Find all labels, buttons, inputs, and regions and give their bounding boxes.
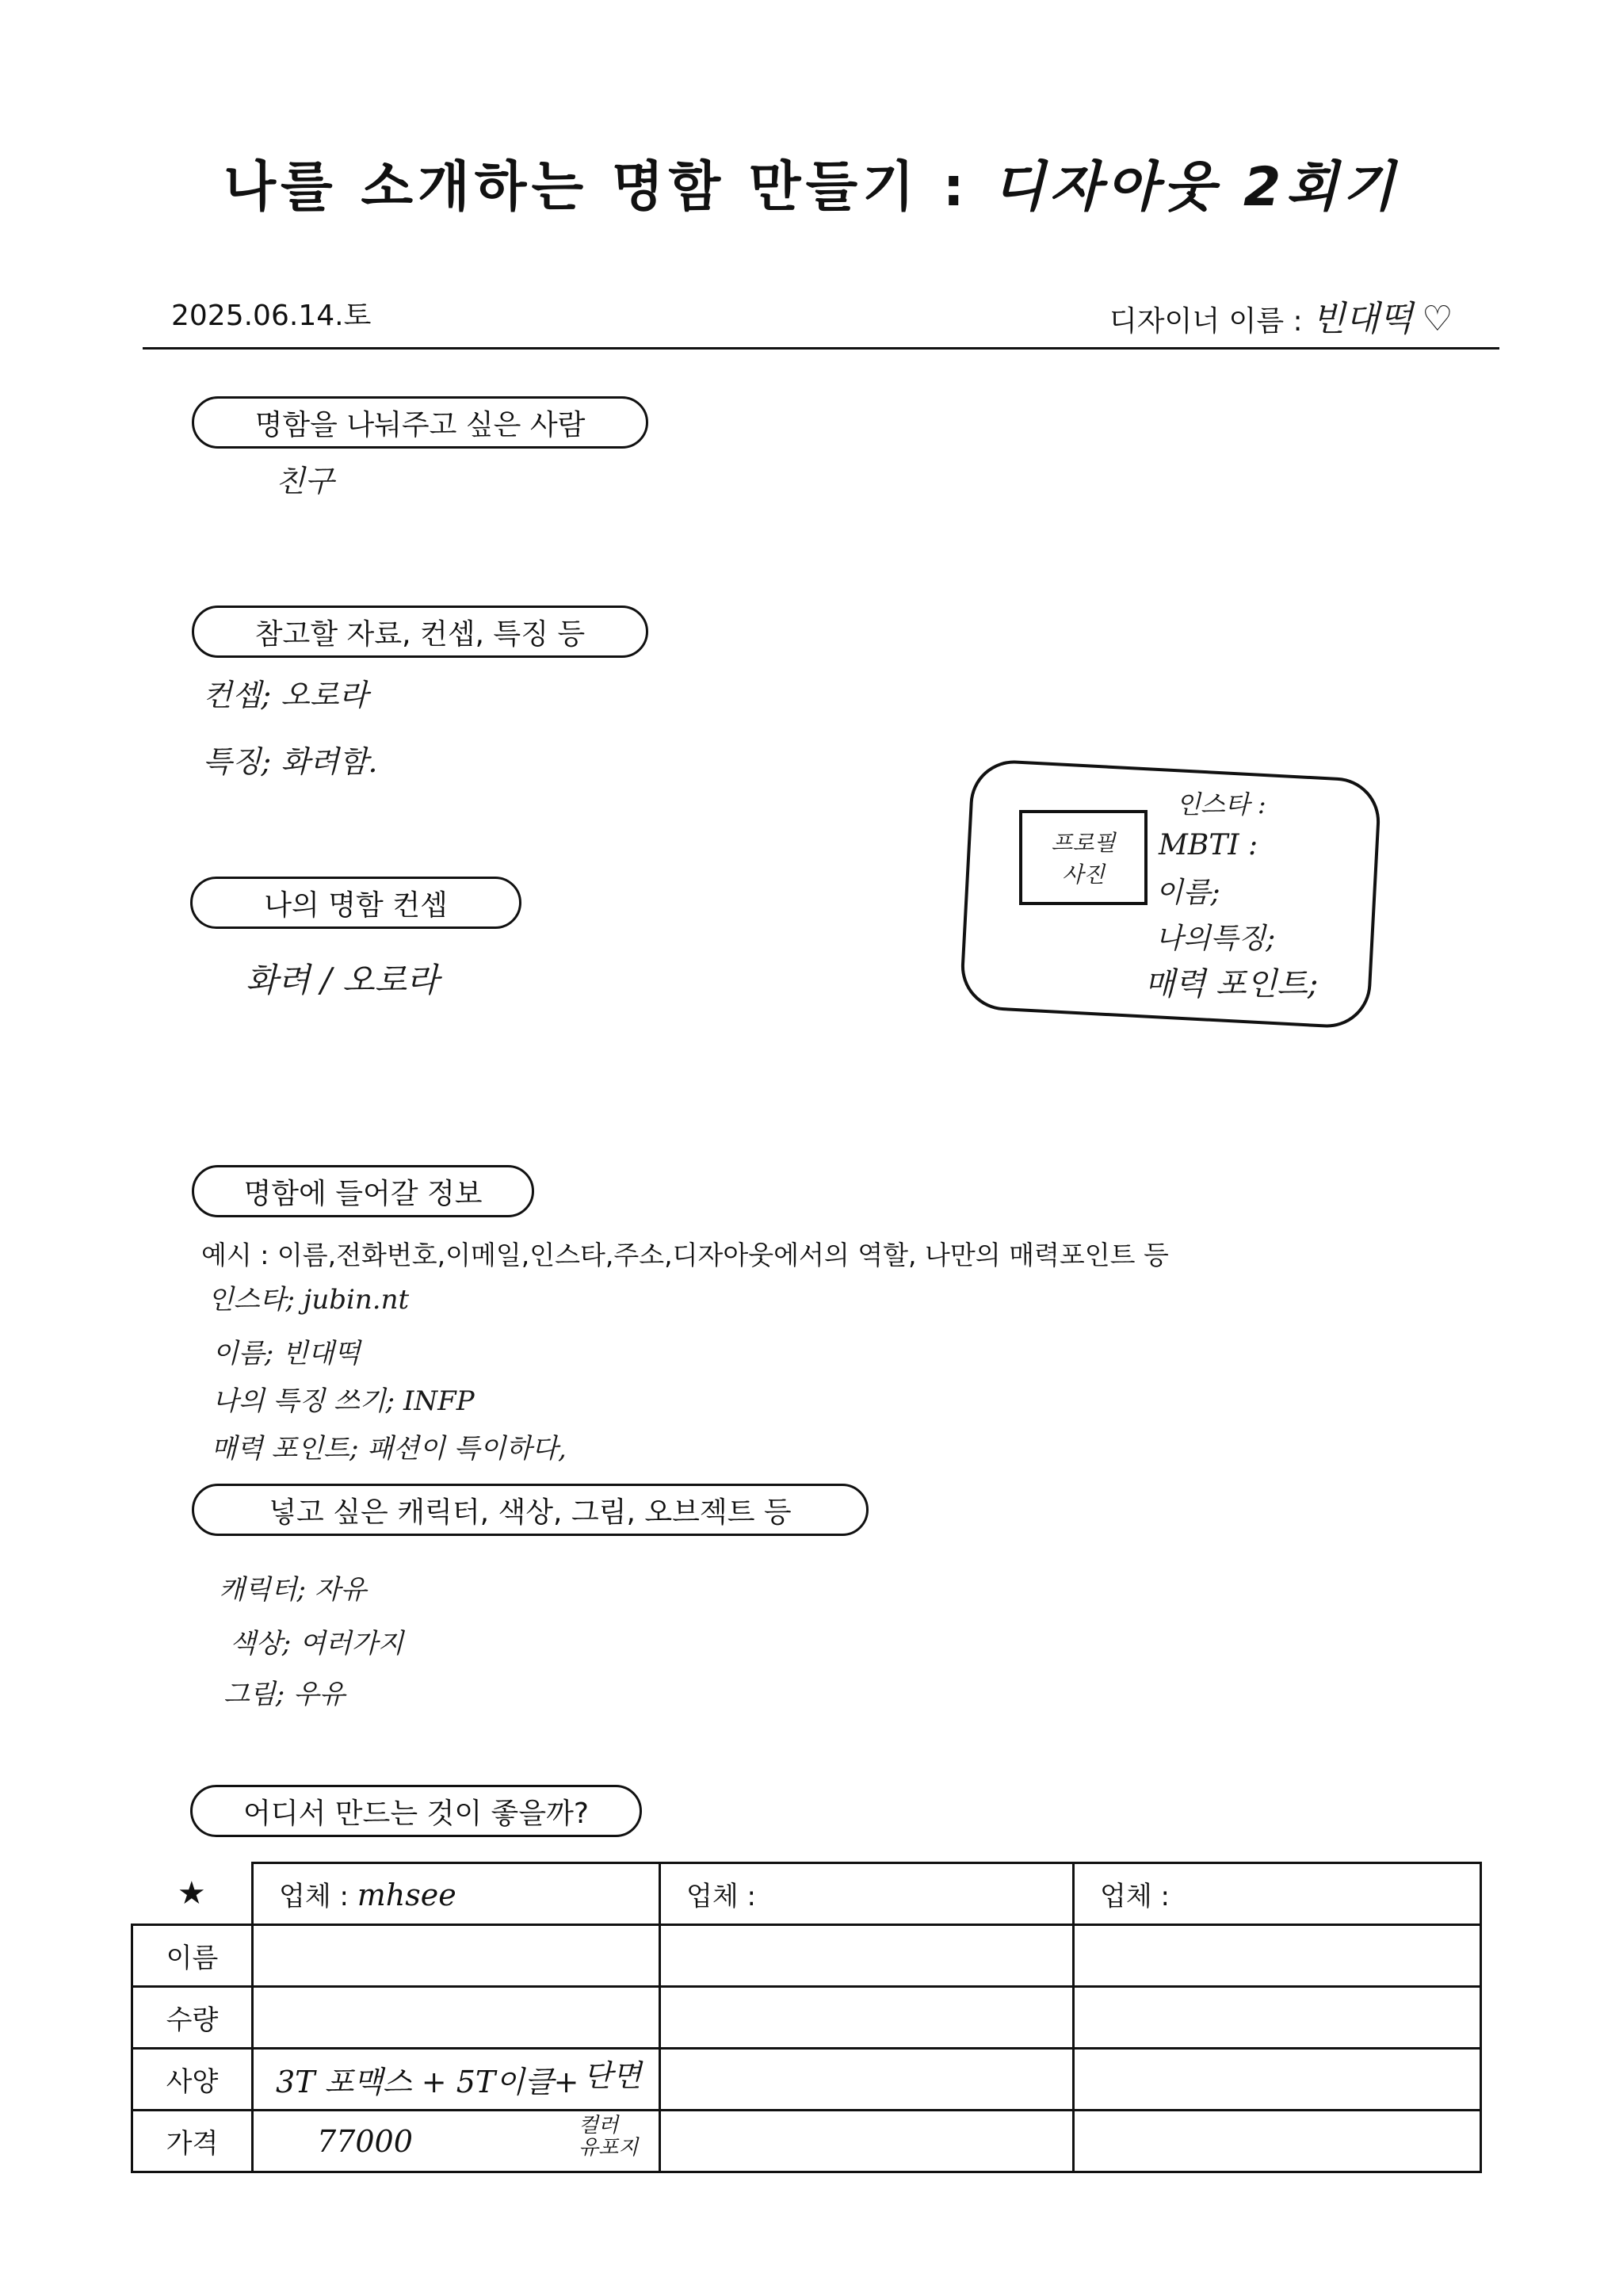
- spec-note-color: 컬러: [579, 2114, 619, 2137]
- spec-note-paper: 유포지: [579, 2136, 639, 2160]
- card-field-instagram: 인스타 :: [1176, 789, 1266, 819]
- table-cell: [660, 1925, 1074, 1987]
- info-name: 이름; 빈대떡: [212, 1338, 361, 1370]
- photo-label-line1: 프로필: [1051, 830, 1116, 856]
- heart-icon: ♡: [1422, 299, 1453, 339]
- designer-field: [1109, 290, 1453, 341]
- table-row: [132, 2111, 1481, 2172]
- vendor-label: 업체 :: [279, 1881, 349, 1912]
- recipient-answer: 친구: [276, 464, 334, 499]
- vendor-label: 업체 :: [686, 1881, 756, 1912]
- section-label-concept: 나의 명함 컨셉: [190, 877, 521, 929]
- vendor-cell-3: [1074, 1863, 1481, 1925]
- table-cell: [660, 1987, 1074, 2049]
- table-row: [132, 1987, 1481, 2049]
- spec-note: 단면: [583, 2058, 642, 2093]
- row-label-price: 가격: [132, 2111, 253, 2172]
- elements-color: 색상; 여러가지: [230, 1628, 404, 1660]
- spec-value: 3T 포맥스 + 5T이클+: [276, 2065, 579, 2099]
- table-row: [132, 1925, 1481, 1987]
- row-label-quantity: 수량: [132, 1987, 253, 2049]
- section-label-recipient: 명함을 나눠주고 싶은 사람: [192, 396, 648, 449]
- page-title: [0, 144, 1623, 221]
- table-cell: [1074, 2049, 1481, 2111]
- card-field-charm: 매력 포인트;: [1144, 966, 1319, 1003]
- title-separator: :: [942, 156, 969, 219]
- row-label-spec: 사양: [132, 2049, 253, 2111]
- references-concept: 컨셉; 오로라: [203, 678, 369, 712]
- star-icon: ★: [177, 1874, 206, 1912]
- header-divider: [143, 347, 1499, 350]
- vendor-cell-1: [253, 1863, 660, 1925]
- table-cell: [1074, 1925, 1481, 1987]
- price-value: 77000: [317, 2123, 413, 2159]
- card-field-feature: 나의특징;: [1155, 923, 1276, 955]
- row-label-name: 이름: [132, 1925, 253, 1987]
- info-charm: 매력 포인트; 패션이 특이하다,: [211, 1433, 567, 1465]
- table-cell: [1074, 2111, 1481, 2172]
- references-feature: 특징; 화려함.: [203, 744, 378, 779]
- table-header-row: [132, 1863, 1481, 1925]
- section-label-where: 어디서 만드는 것이 좋을까?: [190, 1785, 642, 1837]
- elements-picture: 그림; 우유: [223, 1679, 346, 1710]
- table-cell: [1074, 1987, 1481, 2049]
- card-field-name: 이름;: [1155, 877, 1220, 909]
- date: 2025.06.14.토: [171, 300, 372, 332]
- price-cell: [253, 2111, 660, 2172]
- table-row: [132, 2049, 1481, 2111]
- title-sub: 디자아웃 2회기: [992, 156, 1400, 219]
- designer-name: 빈대떡: [1312, 299, 1413, 339]
- vendor-comparison-table: [131, 1862, 1482, 2173]
- section-label-info: 명함에 들어갈 정보: [192, 1165, 534, 1217]
- section-label-references: 참고할 자료, 컨셉, 특징 등: [192, 606, 648, 658]
- info-instagram: 인스타; jubin.nt: [208, 1284, 410, 1316]
- vendor-label: 업체 :: [1100, 1881, 1170, 1912]
- title-main: 나를 소개하는 명함 만들기: [223, 156, 919, 219]
- designer-label: 디자이너 이름 :: [1109, 305, 1303, 338]
- info-example: 예시 : 이름,전화번호,이메일,인스타,주소,디자아웃에서의 역할, 나만의 매력포인트 등: [201, 1240, 1169, 1270]
- photo-label-line2: 사진: [1061, 861, 1106, 888]
- card-field-mbti: MBTI :: [1159, 829, 1258, 861]
- section-label-elements: 넣고 싶은 캐릭터, 색상, 그림, 오브젝트 등: [192, 1484, 869, 1536]
- table-cell: [660, 2111, 1074, 2172]
- vendor-name-1: mhsee: [357, 1878, 456, 1912]
- elements-character: 캐릭터; 자유: [219, 1574, 367, 1606]
- spec-note-stack: [579, 2115, 638, 2159]
- info-feature: 나의 특징 쓰기; INFP: [212, 1385, 475, 1417]
- table-cell: [660, 2049, 1074, 2111]
- vendor-cell-2: [660, 1863, 1074, 1925]
- profile-photo-placeholder: [1019, 810, 1148, 905]
- spec-cell: [253, 2049, 660, 2111]
- table-cell: [253, 1987, 660, 2049]
- table-cell: [253, 1925, 660, 1987]
- concept-answer: 화려 / 오로라: [246, 961, 439, 999]
